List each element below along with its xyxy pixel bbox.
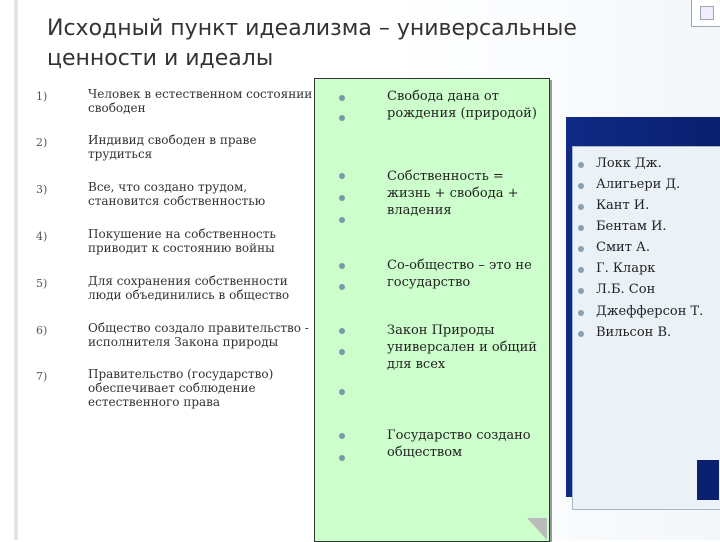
bullet-icon: [339, 195, 345, 201]
name-item: Локк Дж.: [596, 156, 662, 171]
list-text: Индивид свободен в праве трудиться: [88, 133, 257, 161]
bullet-icon: [578, 204, 584, 210]
left-frame-bar: [14, 0, 18, 540]
list-text: Для сохранения собственности люди объединились в общество: [88, 274, 290, 302]
bullet-icon: [339, 263, 345, 269]
bullet-icon: [339, 284, 345, 290]
list-number: 3): [36, 183, 48, 196]
list-text: Человек в естественном состоянии свободен: [88, 87, 313, 115]
bullet-icon: [339, 455, 345, 461]
list-text: Покушение на собственность приводит к состоянию войны: [88, 227, 276, 255]
green-item-text: Государство создано обществом: [387, 428, 531, 460]
bullet-icon: [578, 246, 584, 252]
bullet-icon: [339, 115, 345, 121]
name-item: Алигьери Д.: [596, 177, 681, 192]
green-card-fold: [527, 518, 547, 540]
name-item: Смит А.: [596, 240, 651, 255]
bullet-icon: [578, 225, 584, 231]
list-text: Все, что создано трудом, становится собственностью: [88, 180, 266, 208]
list-text: Общество создало правительство - исполнителя Закона природы: [88, 321, 309, 349]
corner-decoration: [691, 0, 720, 27]
green-item-text: Собственность = жизнь + свобода + владения: [387, 169, 519, 218]
bullet-icon: [578, 183, 584, 189]
name-item: Вильсон В.: [596, 325, 672, 340]
name-item: Джефферсон Т.: [596, 304, 704, 319]
green-item-text: Свобода дана от рождения (природой): [387, 89, 537, 121]
list-number: 5): [36, 277, 48, 290]
bullet-icon: [339, 217, 345, 223]
list-number: 7): [36, 370, 48, 383]
slide-title: Исходный пункт идеализма – универсальные ценности и идеалы: [47, 16, 577, 71]
name-item: Л.Б. Сон: [596, 282, 656, 297]
name-item: Бентам И.: [596, 219, 667, 234]
list-number: 2): [36, 136, 48, 149]
list-number: 6): [36, 324, 48, 337]
bullet-icon: [578, 267, 584, 273]
bullet-icon: [339, 95, 345, 101]
bullet-icon: [578, 288, 584, 294]
bullet-icon: [578, 310, 584, 316]
bullet-icon: [339, 328, 345, 334]
bullet-icon: [339, 389, 345, 395]
green-item-text: Со-общество – это не государство: [387, 258, 532, 290]
bullet-icon: [339, 173, 345, 179]
bullet-icon: [578, 331, 584, 337]
name-item: Г. Кларк: [596, 261, 656, 276]
bullet-icon: [578, 162, 584, 168]
bullet-icon: [339, 433, 345, 439]
list-number: 1): [36, 90, 48, 103]
blue-card-fold: [697, 460, 719, 500]
bullet-icon: [339, 349, 345, 355]
name-item: Кант И.: [596, 198, 650, 213]
list-number: 4): [36, 230, 48, 243]
green-item-text: Закон Природы универсален и общий для всех: [387, 323, 537, 372]
green-note-card: [314, 78, 550, 542]
list-text: Правительство (государство) обеспечивает соблюдение естественного права: [88, 367, 274, 409]
